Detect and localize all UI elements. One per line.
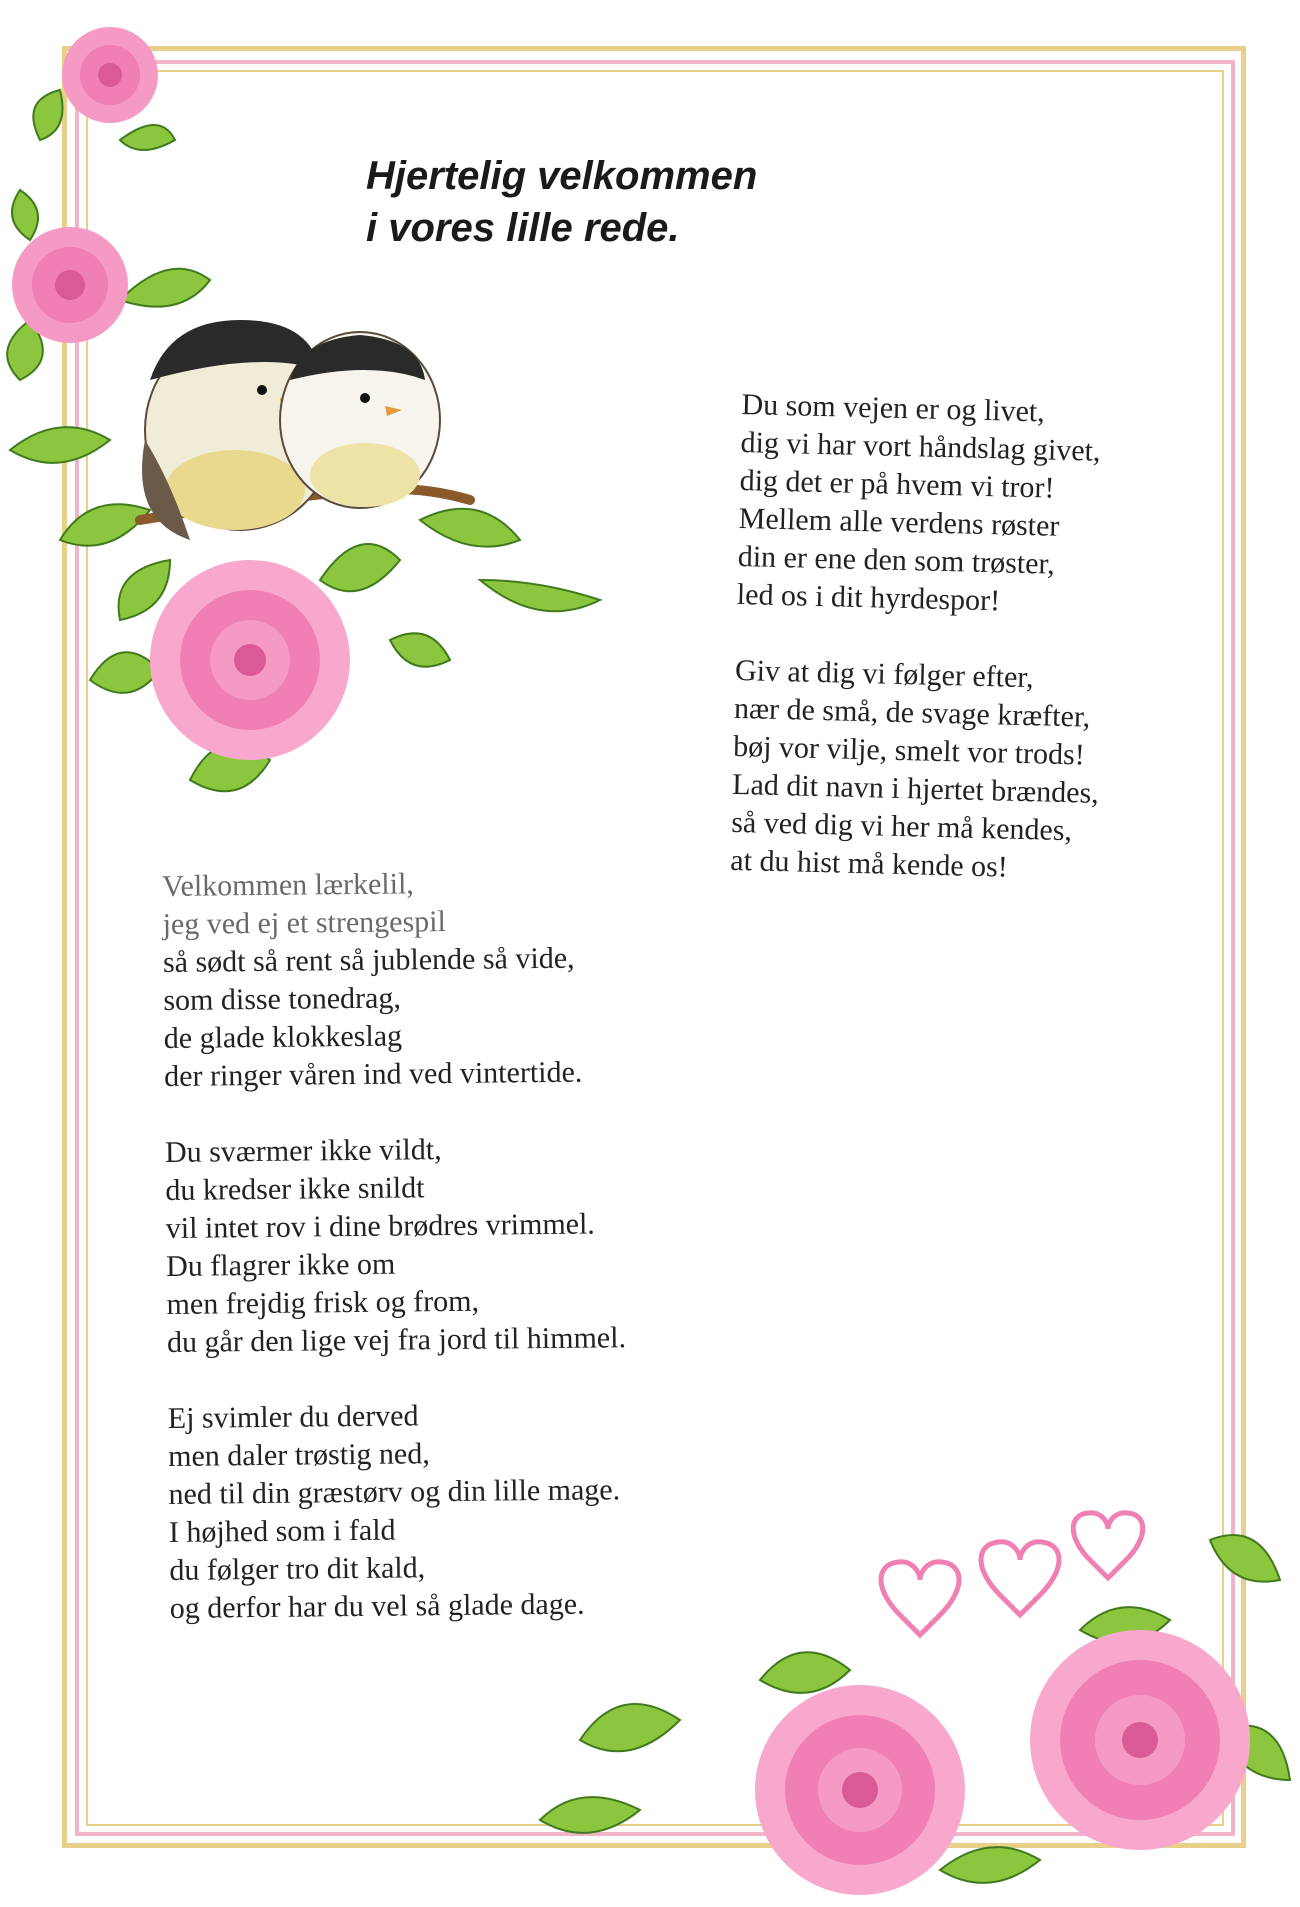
stanza-gap <box>167 1357 626 1400</box>
heart-icon <box>1073 1513 1143 1578</box>
poem-line: led os i dit hyrdespor! <box>736 577 1001 618</box>
poem-line: din er ene den som trøster, <box>737 539 1056 581</box>
poem-line: du går den lige vej fra jord til himmel. <box>166 1321 627 1359</box>
poem-line: men daler trøstig ned, <box>167 1437 430 1473</box>
poem-left <box>162 863 629 1628</box>
flowers-birds-illustration <box>0 20 640 830</box>
title-line: i vores lille rede. <box>366 206 680 250</box>
poem-line: Giv at dig vi følger efter, <box>734 653 1035 695</box>
poem-line: de glade klokkeslag <box>163 1019 403 1055</box>
page-title <box>366 150 757 254</box>
poem-line: dig det er på hvem vi tror! <box>739 463 1055 505</box>
poem-line: Ej svimler du derved <box>167 1399 419 1435</box>
poem-line: dig vi har vort håndslag givet, <box>740 425 1101 468</box>
poem-line: Lad dit navn i hjertet brændes, <box>731 767 1100 810</box>
poem-line: Du som vejen er og livet, <box>741 387 1046 429</box>
poem-line: Du flagrer ikke om <box>166 1247 396 1283</box>
poem-line: Mellem alle verdens røster <box>738 501 1060 543</box>
pink-peony-icon <box>150 560 350 760</box>
pink-peony-icon <box>755 1685 965 1895</box>
poem-line: der ringer våren ind ved vintertide. <box>164 1055 583 1093</box>
poem-line: du følger tro dit kald, <box>169 1551 426 1587</box>
heart-icon <box>981 1542 1059 1615</box>
poem-line: bøj vor vilje, smelt vor trods! <box>732 729 1086 772</box>
heart-icon <box>881 1562 959 1635</box>
poem-line: men frejdig frisk og from, <box>166 1284 480 1321</box>
poem-line: vil intet rov i dine brødres vrimmel. <box>165 1207 596 1245</box>
pink-peony-icon <box>1030 1630 1250 1850</box>
poem-line: Velkommen lærkelil, <box>162 867 414 903</box>
poem-line: så ved dig vi her må kendes, <box>730 805 1073 848</box>
poem-line: du kredser ikke snildt <box>165 1171 425 1207</box>
poem-line: nær de små, de svage kræfter, <box>733 691 1091 734</box>
hearts-peonies-illustration <box>520 1480 1300 1907</box>
poem-line: Du sværmer ikke vildt, <box>164 1133 442 1169</box>
pink-rose-icon <box>62 27 158 123</box>
poem-line: så sødt så rent så jublende så vide, <box>162 941 575 979</box>
poem-line: som disse tonedrag, <box>163 981 402 1017</box>
bird-icon <box>280 332 440 508</box>
stanza-gap <box>164 1091 623 1134</box>
poem-line: og derfor har du vel så glade dage. <box>169 1587 585 1625</box>
pink-rose-icon <box>12 227 128 343</box>
poem-line: ned til din græstørv og din lille mage. <box>168 1473 621 1511</box>
title-line: Hjertelig velkommen <box>366 154 758 198</box>
poem-right <box>730 386 1109 889</box>
poem-line: I højhed som i fald <box>168 1513 396 1549</box>
poem-line: at du hist må kende os! <box>730 843 1009 884</box>
poem-line: jeg ved ej et strengespil <box>162 905 446 941</box>
